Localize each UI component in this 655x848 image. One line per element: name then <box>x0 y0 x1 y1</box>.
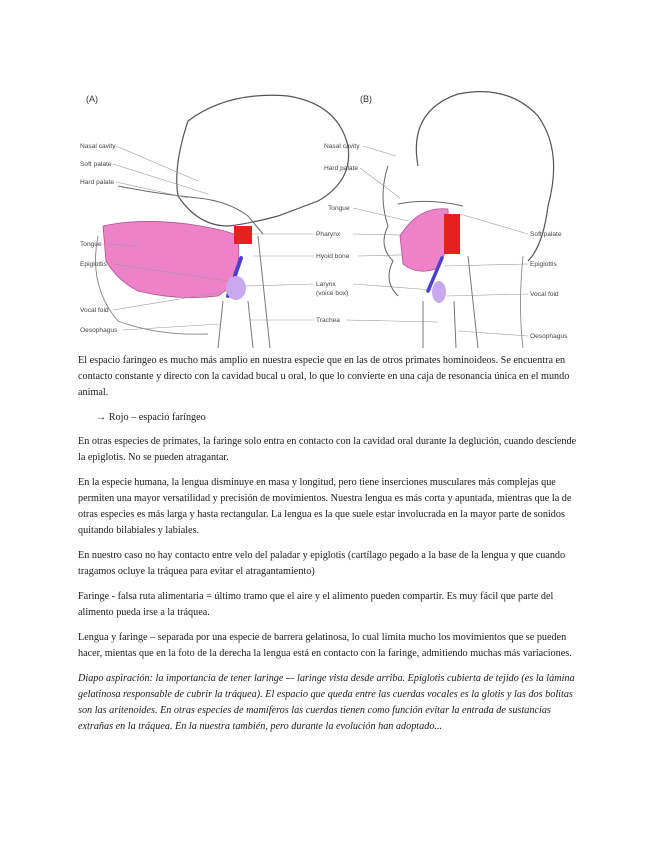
label-larynx: Larynx <box>316 281 336 288</box>
vocal-tract-diagram <box>78 86 583 348</box>
label-voice-box: (voice box) <box>316 290 349 297</box>
label-pharynx: Pharynx <box>316 231 341 238</box>
tongue-a <box>103 221 239 297</box>
face-profile-b <box>383 166 398 296</box>
label-soft-palate-a: Soft palate <box>80 161 112 168</box>
panel-a-label: (A) <box>86 94 98 104</box>
larynx-a <box>226 276 246 300</box>
label-vocal-fold-a: Vocal fold <box>80 307 109 314</box>
label-hard-palate-a: Hard palate <box>80 179 115 186</box>
neck-back-b <box>521 256 524 348</box>
palate-line-b <box>398 201 463 206</box>
labels-b-right <box>530 231 568 340</box>
label-tongue-b: Tongue <box>328 205 350 212</box>
anatomy-figure <box>78 86 583 348</box>
leader-lines-b-left <box>353 146 408 221</box>
label-hard-palate-b: Hard palate <box>324 165 359 172</box>
panel-b-label: (B) <box>360 94 372 104</box>
pharynx-b <box>444 214 460 254</box>
paragraph-aspiration-slide: Diapo aspiración: la importancia de tener laringe -– laringe vista desde arriba. Epiglotis cubierta de tejido (es la lámina gelatinosa responsable de cubrir la tráquea). El espacio que queda entre las cuerdas vocales es la glotis y las dos bolitas son las aritenoides. En otras especies de mamíferos las cuerdas tienen como función evitar la entrada de sustancias extrañas en la tráquea. En la nuestra también, pero durante la evolución han adoptado... <box>78 673 575 732</box>
label-nasal-cavity-b: Nasal cavity <box>324 143 360 150</box>
labels-center <box>316 231 350 324</box>
paragraph-human-tongue: En la especie humana, la lengua disminuye en masa y longitud, pero tiene inserciones musculares más complejas que permiten una mayor versatilidad y precisión de movimientos. Nuestra lengua es más corta y apuntada, mientras que la de otras especies es más larga y hasta rectangular. La lengua es la que suele estar involucrada en la mayor parte de sonidos quitando bilabiales y labiales. <box>78 477 572 536</box>
label-oesophagus-a: Oesophagus <box>80 327 118 334</box>
label-soft-palate-b: Soft palate <box>530 231 562 238</box>
label-epiglottis-b: Epiglottis <box>530 261 557 268</box>
larynx-b <box>432 281 446 303</box>
paragraph-other-primates: En otras especies de primates, la faringe solo entra en contacto con la cavidad oral durante la deglución, cuando desciende la epiglotis. No se pueden atragantar. <box>78 436 577 463</box>
paragraph-tongue-pharynx: Lengua y faringe – separada por una especie de barrera gelatinosa, lo cual limita mucho los movimientos que se pueden hacer, mientas que en la foto de la derecha la lengua está en contacto con la faringe, admitiendo muchas más variaciones. <box>78 632 572 659</box>
bullet-red-pharyngeal: → Rojo – espacio faríngeo <box>96 412 206 423</box>
label-hyoid-bone: Hyoid bone <box>316 253 350 260</box>
document-body <box>78 353 578 744</box>
label-tongue-a: Tongue <box>80 241 102 248</box>
label-epiglottis-a: Epiglottis <box>80 261 107 268</box>
skull-outline-a <box>177 95 349 226</box>
paragraph-false-route: Faringe - falsa ruta alimentaria = último tramo que el aire y el alimento pueden compartir. Es muy fácil que parte del alimento pueda irse a la tráquea. <box>78 591 554 618</box>
labels-b-left <box>324 143 360 212</box>
pharynx-a <box>234 226 252 244</box>
label-nasal-cavity-a: Nasal cavity <box>80 143 116 150</box>
paragraph-velum-epiglottis: En nuestro caso no hay contacto entre velo del paladar y epiglotis (cartílago pegado a la base de la lengua y que cuando tragamos ocluye la tráquea para evitar el atragantamiento) <box>78 550 566 577</box>
paragraph-pharyngeal-space: El espacio faríngeo es mucho más amplio en nuestra especie que en las de otros primates hominoideos. Se encuentra en contacto constante y directo con la cavidad bucal u oral, lo que lo convierte en una caja de resonancia única en el mundo animal. <box>78 355 570 398</box>
label-trachea: Trachea <box>316 317 340 324</box>
label-oesophagus-b: Oesophagus <box>530 333 568 340</box>
label-vocal-fold-b: Vocal fold <box>530 291 559 298</box>
